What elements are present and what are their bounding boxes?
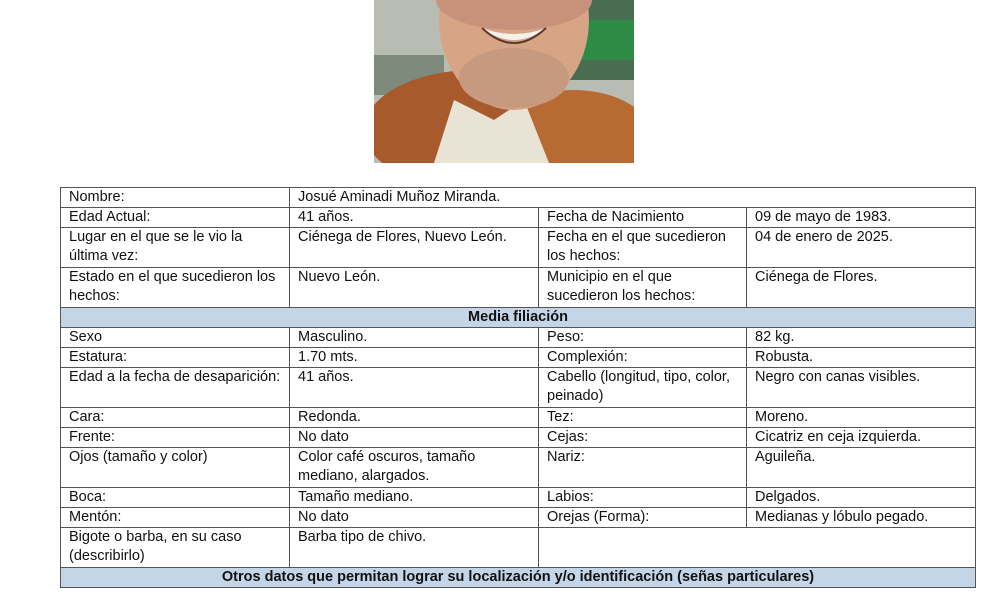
bigote-label: Bigote o barba, en su caso (describirlo) — [61, 528, 290, 568]
empty-cell — [539, 528, 976, 568]
menton-value: No dato — [290, 508, 539, 528]
table-row — [61, 328, 976, 348]
estatura-label: Estatura: — [61, 348, 290, 368]
table-row — [61, 188, 976, 208]
boca-value: Tamaño mediano. — [290, 488, 539, 508]
estado-value: Nuevo León. — [290, 268, 539, 308]
table-row — [61, 208, 976, 228]
lugar-value: Ciénega de Flores, Nuevo León. — [290, 228, 539, 268]
cejas-value: Cicatriz en ceja izquierda. — [747, 428, 976, 448]
sexo-value: Masculino. — [290, 328, 539, 348]
ojos-label: Ojos (tamaño y color) — [61, 448, 290, 488]
table-row — [61, 488, 976, 508]
cabello-label: Cabello (longitud, tipo, color, peinado) — [539, 368, 747, 408]
bigote-value: Barba tipo de chivo. — [290, 528, 539, 568]
edad-desaparicion-label: Edad a la fecha de desaparición: — [61, 368, 290, 408]
cara-value: Redonda. — [290, 408, 539, 428]
complexion-label: Complexión: — [539, 348, 747, 368]
edad-desaparicion-value: 41 años. — [290, 368, 539, 408]
municipio-label: Municipio en el que sucedieron los hechos: — [539, 268, 747, 308]
labios-value: Delgados. — [747, 488, 976, 508]
cabello-value: Negro con canas visibles. — [747, 368, 976, 408]
fecha-hechos-value: 04 de enero de 2025. — [747, 228, 976, 268]
table-row — [61, 308, 976, 328]
tez-label: Tez: — [539, 408, 747, 428]
edad-label: Edad Actual: — [61, 208, 290, 228]
table-row — [61, 508, 976, 528]
nariz-value: Aguileña. — [747, 448, 976, 488]
edad-value: 41 años. — [290, 208, 539, 228]
table-row — [61, 408, 976, 428]
nombre-value: Josué Aminadi Muñoz Miranda. — [290, 188, 976, 208]
estado-label: Estado en el que sucedieron los hechos: — [61, 268, 290, 308]
ojos-value: Color café oscuros, tamaño mediano, alargados. — [290, 448, 539, 488]
peso-value: 82 kg. — [747, 328, 976, 348]
fecha-hechos-label: Fecha en el que sucedieron los hechos: — [539, 228, 747, 268]
table-row — [61, 368, 976, 408]
ficha-table — [60, 187, 976, 588]
lugar-label: Lugar en el que se le vio la última vez: — [61, 228, 290, 268]
nariz-label: Nariz: — [539, 448, 747, 488]
orejas-label: Orejas (Forma): — [539, 508, 747, 528]
peso-label: Peso: — [539, 328, 747, 348]
person-photo — [374, 0, 634, 163]
table-row — [61, 528, 976, 568]
media-filiacion-header: Media filiación — [61, 308, 976, 328]
cejas-label: Cejas: — [539, 428, 747, 448]
frente-label: Frente: — [61, 428, 290, 448]
boca-label: Boca: — [61, 488, 290, 508]
labios-label: Labios: — [539, 488, 747, 508]
person-photo-illustration — [374, 0, 634, 163]
table-row — [61, 428, 976, 448]
cara-label: Cara: — [61, 408, 290, 428]
table-row — [61, 268, 976, 308]
sexo-label: Sexo — [61, 328, 290, 348]
menton-label: Mentón: — [61, 508, 290, 528]
table-row — [61, 568, 976, 588]
table-row — [61, 348, 976, 368]
nacimiento-value: 09 de mayo de 1983. — [747, 208, 976, 228]
nacimiento-label: Fecha de Nacimiento — [539, 208, 747, 228]
table-row — [61, 448, 976, 488]
tez-value: Moreno. — [747, 408, 976, 428]
nombre-label: Nombre: — [61, 188, 290, 208]
municipio-value: Ciénega de Flores. — [747, 268, 976, 308]
complexion-value: Robusta. — [747, 348, 976, 368]
orejas-value: Medianas y lóbulo pegado. — [747, 508, 976, 528]
estatura-value: 1.70 mts. — [290, 348, 539, 368]
table-row — [61, 228, 976, 268]
otros-datos-header: Otros datos que permitan lograr su localización y/o identificación (señas particulares) — [61, 568, 976, 588]
frente-value: No dato — [290, 428, 539, 448]
